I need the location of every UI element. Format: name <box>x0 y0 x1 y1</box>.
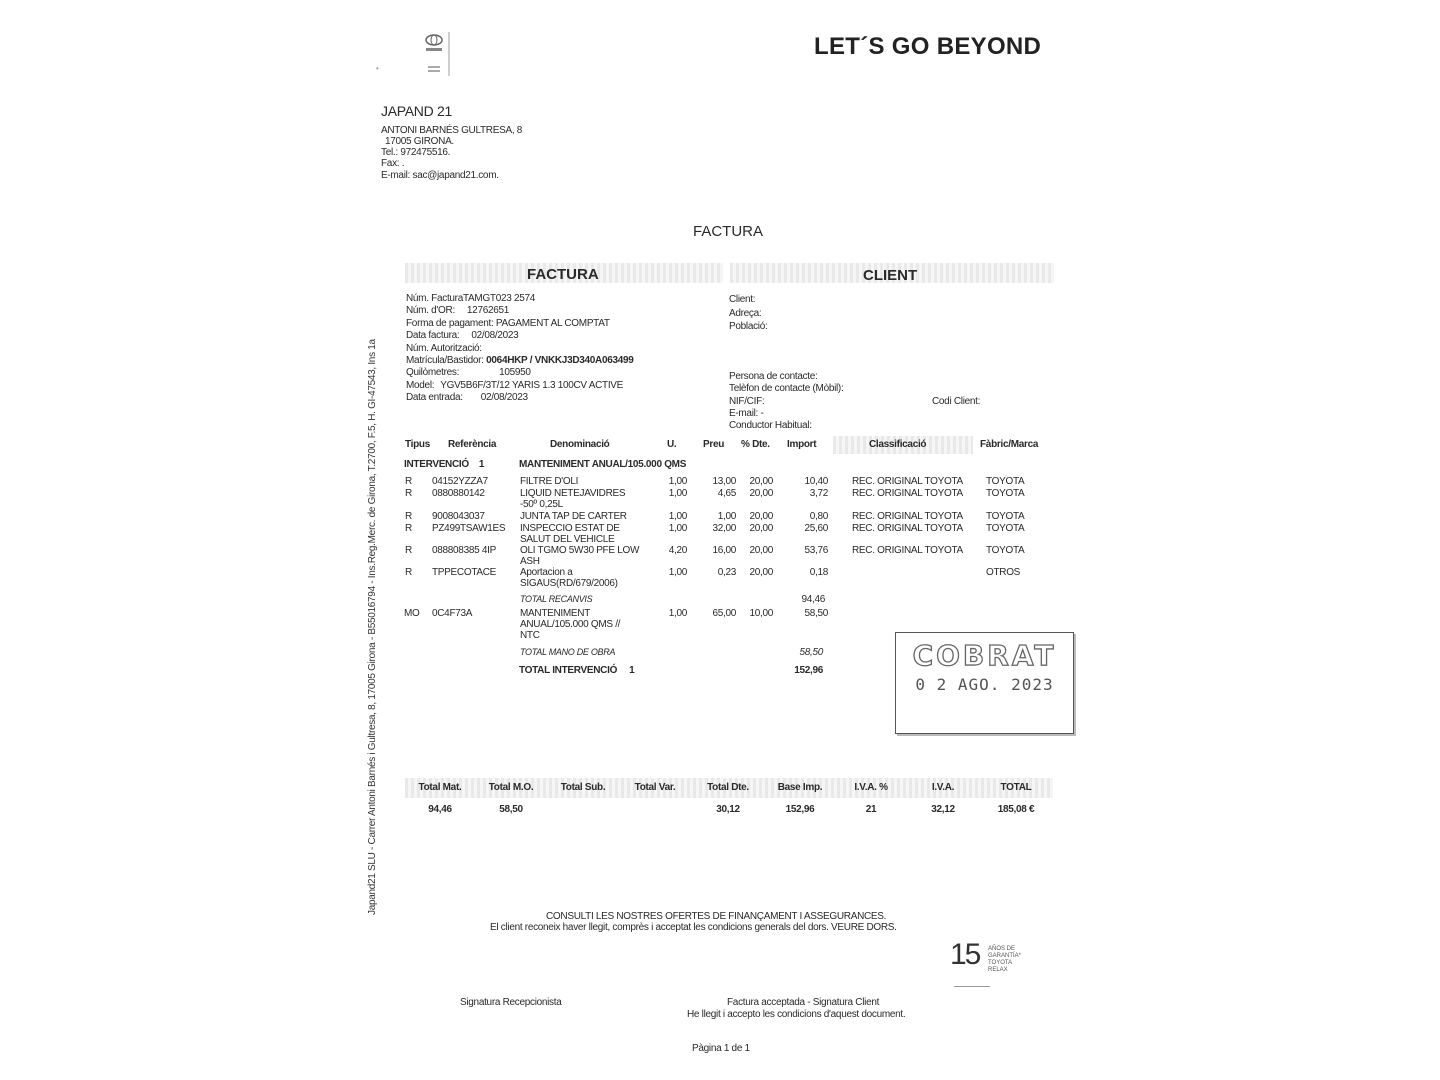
company-email: E-mail: sac@japand21.com. <box>381 170 499 181</box>
col-amount: Import <box>787 439 817 450</box>
labor-desc-cont: NTC <box>520 630 540 641</box>
stamp-word: COBRAT <box>912 639 1057 672</box>
line-price: 16,00 <box>712 545 736 556</box>
totals-value: 58,50 <box>499 804 523 815</box>
entry-date: Data entrada: 02/08/2023 <box>406 392 528 403</box>
totals-value: 21 <box>865 804 877 815</box>
labor-amount: 58,50 <box>804 608 828 619</box>
line-discount: 20,00 <box>749 488 773 499</box>
stamp-date: 0 2 AGO. 2023 <box>915 675 1054 694</box>
line-brand: OTROS <box>986 567 1021 578</box>
client-email-label: E-mail: - <box>729 408 764 419</box>
line-ref: TPPECOTACE <box>432 567 497 578</box>
client-section-title: CLIENT <box>863 267 918 284</box>
line-classification: REC. ORIGINAL TOYOTA <box>852 545 963 556</box>
invoice-number: Núm. FacturaTAMGT023 2574 <box>406 293 536 304</box>
line-price: 13,00 <box>712 476 736 487</box>
totals-label: Total M.O. <box>488 782 534 793</box>
labor-desc-cont: ANUAL/105.000 QMS // <box>520 619 621 630</box>
line-type: R <box>405 545 412 556</box>
client-signature-note: He llegit i accepto les condicions d'aquest document. <box>687 1009 906 1020</box>
line-desc: LIQUID NETEJAVIDRES <box>520 488 626 499</box>
line-desc: FILTRE D'OLI <box>520 476 579 487</box>
totals-label: I.V.A. <box>931 782 955 793</box>
line-price: 1,00 <box>717 511 736 522</box>
totals-label: I.V.A. % <box>854 782 888 793</box>
line-type: R <box>405 488 412 499</box>
paid-stamp <box>895 632 1074 734</box>
totals-value: 30,12 <box>716 804 740 815</box>
labor-ref: 0C4F73A <box>432 608 473 619</box>
line-desc: JUNTA TAP DE CARTER <box>520 511 627 522</box>
company-registry-text: Japand21 SLU - Carrer Antoni Barnés i Gultresa, 8, 17005 Girona - B55016794 - Ins.Reg.Merc. de Girona, T.2700, F.5, H. GI-47543, Ins 1a <box>367 339 378 915</box>
line-desc-cont: ASH <box>520 556 540 567</box>
line-desc: INSPECCIO ESTAT DE <box>520 523 620 534</box>
line-amount: 25,60 <box>804 523 828 534</box>
company-logo <box>420 32 450 76</box>
mark-dot: • <box>376 64 379 73</box>
line-units: 1,00 <box>668 488 687 499</box>
client-code-label: Codi Client: <box>932 396 981 407</box>
company-name: JAPAND 21 <box>381 103 452 119</box>
payment-method: Forma de pagament: PAGAMENT AL COMPTAT <box>406 318 610 329</box>
total-intervention-value: 152,96 <box>794 665 823 676</box>
line-amount: 10,40 <box>804 476 828 487</box>
financing-note: CONSULTI LES NOSTRES OFERTES DE FINANÇAMENT I ASSEGURANCES. <box>546 911 887 922</box>
vehicle-model: Model: YGV5B6F/3T/12 YARIS 1.3 100CV ACTIVE <box>406 380 624 391</box>
company-tel: Tel.: 972475516. <box>381 147 451 158</box>
line-brand: TOYOTA <box>986 523 1025 534</box>
company-address: ANTONI BARNÉS GULTRESA, 8 <box>381 125 523 136</box>
line-ref: 088808385 4IP <box>432 545 496 556</box>
labor-units: 1,00 <box>668 608 687 619</box>
authorization-number: Núm. Autorització: <box>406 343 482 354</box>
intervention-label: INTERVENCIÓ 1 <box>404 459 485 470</box>
nif-label: NIF/CIF: <box>729 396 765 407</box>
grand-total-value: 185,08 € <box>997 804 1035 815</box>
warranty-years: 15 <box>950 938 980 971</box>
mileage: Quilòmetres: 105950 <box>406 367 531 378</box>
invoice-section-title: FACTURA <box>527 266 599 283</box>
invoice-date: Data factura: 02/08/2023 <box>406 330 519 341</box>
line-amount: 0,18 <box>809 567 828 578</box>
line-units: 1,00 <box>668 523 687 534</box>
line-type: R <box>405 511 412 522</box>
labor-discount: 10,00 <box>749 608 773 619</box>
col-price: Preu <box>703 439 725 450</box>
line-ref: 0880880142 <box>432 488 485 499</box>
line-price: 4,65 <box>717 488 736 499</box>
line-amount: 0,80 <box>809 511 828 522</box>
labor-type: MO <box>404 608 420 619</box>
conditions-note: El client reconeix haver llegit, comprès i acceptat les condicions generals del dors. VEURE DORS. <box>490 922 897 933</box>
line-discount: 20,00 <box>749 567 773 578</box>
totals-value: 32,12 <box>931 804 955 815</box>
totals-value: 94,46 <box>428 804 452 815</box>
line-discount: 20,00 <box>749 545 773 556</box>
labor-price: 65,00 <box>712 608 736 619</box>
page-number: Pàgina 1 de 1 <box>692 1043 750 1054</box>
document-title: FACTURA <box>693 223 764 240</box>
toyota-emblem-icon <box>420 32 448 76</box>
line-discount: 20,00 <box>749 511 773 522</box>
total-parts-label: TOTAL RECANVIS <box>520 594 593 604</box>
company-city: 17005 GIRONA. <box>385 136 454 147</box>
line-brand: TOYOTA <box>986 545 1025 556</box>
col-type: Tipus <box>405 439 430 450</box>
totals-label: TOTAL <box>1000 782 1032 793</box>
client-town-label: Població: <box>729 321 768 332</box>
line-desc: Aportacion a <box>520 567 573 578</box>
line-desc: OLI TGMO 5W30 PFE LOW <box>520 545 640 556</box>
col-units: U. <box>667 439 677 450</box>
line-units: 1,00 <box>668 476 687 487</box>
line-type: R <box>405 567 412 578</box>
client-label: Client: <box>729 294 756 305</box>
warranty-seal-text: AÑOS DE GARANTÍA* TOYOTA RELAX <box>988 946 1022 973</box>
receptionist-signature-label: Signatura Recepcionista <box>460 997 562 1008</box>
total-parts-value: 94,46 <box>801 594 825 605</box>
line-amount: 3,72 <box>809 488 828 499</box>
client-address-label: Adreça: <box>729 308 762 319</box>
col-discount: % Dte. <box>741 439 770 450</box>
col-description: Denominació <box>550 439 610 450</box>
col-reference: Referència <box>448 439 497 450</box>
line-classification: REC. ORIGINAL TOYOTA <box>852 488 963 499</box>
line-brand: TOYOTA <box>986 511 1025 522</box>
line-desc-cont: -50º 0,25L <box>520 499 563 510</box>
col-classification: Classificació <box>869 439 927 450</box>
line-price: 0,23 <box>717 567 736 578</box>
line-ref: 04152YZZA7 <box>432 476 488 487</box>
line-desc-cont: SIGAUS(RD/679/2006) <box>520 578 618 589</box>
client-signature-label: Factura acceptada - Signatura Client <box>727 997 880 1008</box>
totals-label: Base Imp. <box>777 782 823 793</box>
contact-person-label: Persona de contacte: <box>729 371 818 382</box>
line-units: 4,20 <box>668 545 687 556</box>
line-units: 1,00 <box>668 567 687 578</box>
totals-label: Total Mat. <box>418 782 462 793</box>
intervention-title: MANTENIMENT ANUAL/105.000 QMS <box>519 459 687 470</box>
line-discount: 20,00 <box>749 476 773 487</box>
repair-order-number: Núm. d'OR: 12762651 <box>406 305 510 316</box>
warranty-seal <box>950 938 1022 973</box>
labor-desc: MANTENIMENT <box>520 608 591 619</box>
totals-label: Total Var. <box>634 782 676 793</box>
total-labor-value: 58,50 <box>799 647 823 658</box>
line-desc-cont: SALUT DEL VEHICLE <box>520 534 615 545</box>
driver-label: Conductor Habitual: <box>729 420 812 431</box>
company-fax: Fax: . <box>381 158 405 169</box>
line-discount: 20,00 <box>749 523 773 534</box>
line-ref: 9008043037 <box>432 511 485 522</box>
plate-vin: Matrícula/Bastidor: 0064HKP / VNKKJ3D340A063499 <box>406 355 634 366</box>
col-brand: Fàbric/Marca <box>980 439 1039 450</box>
line-brand: TOYOTA <box>986 476 1025 487</box>
slogan: LET´S GO BEYOND <box>814 33 1042 60</box>
totals-value: 152,96 <box>785 804 815 815</box>
contact-phone-label: Telèfon de contacte (Mòbil): <box>729 383 844 394</box>
totals-label: Total Dte. <box>707 782 749 793</box>
line-price: 32,00 <box>712 523 736 534</box>
line-units: 1,00 <box>668 511 687 522</box>
line-ref: PZ499TSAW1ES <box>432 523 506 534</box>
line-classification: REC. ORIGINAL TOYOTA <box>852 511 963 522</box>
total-labor-label: TOTAL MANO DE OBRA <box>520 647 616 657</box>
line-classification: REC. ORIGINAL TOYOTA <box>852 476 963 487</box>
total-intervention-label: TOTAL INTERVENCIÓ 1 <box>519 665 635 676</box>
totals-label: Total Sub. <box>560 782 606 793</box>
line-amount: 53,76 <box>804 545 828 556</box>
line-brand: TOYOTA <box>986 488 1025 499</box>
line-classification: REC. ORIGINAL TOYOTA <box>852 523 963 534</box>
line-type: R <box>405 476 412 487</box>
line-type: R <box>405 523 412 534</box>
